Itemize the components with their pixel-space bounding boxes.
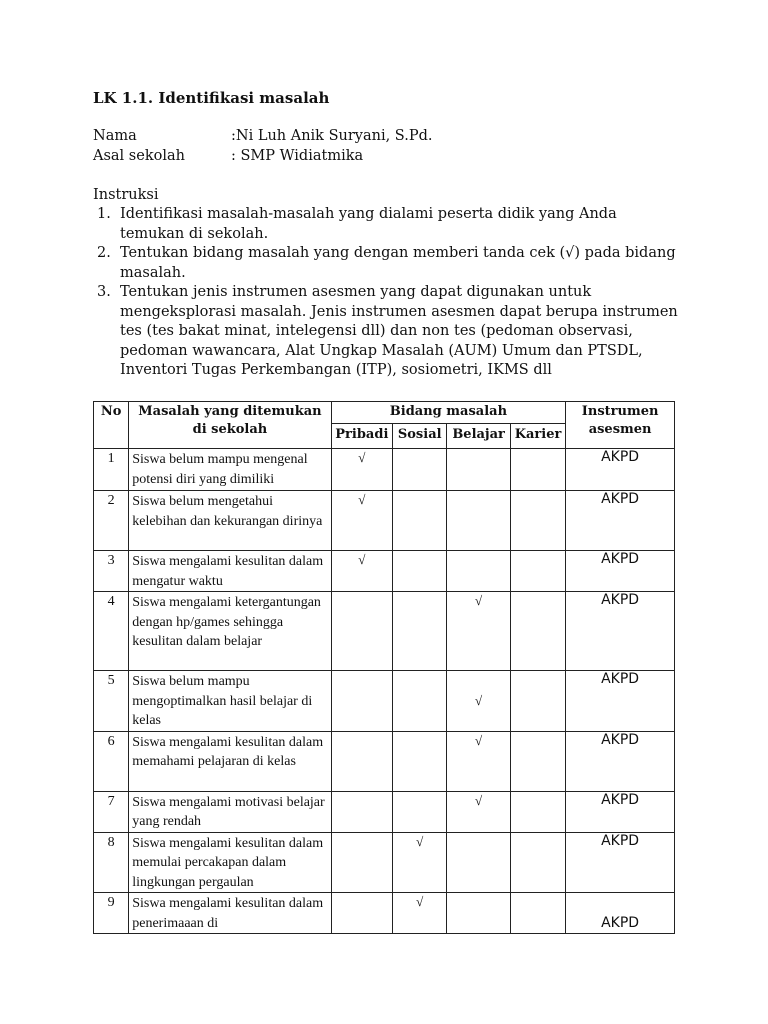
table-row: [94, 592, 675, 671]
header-karier: Karier: [510, 424, 565, 449]
instruksi-text: Tentukan bidang masalah yang dengan memberi tanda cek (√) pada bidang masalah.: [120, 245, 676, 281]
cell-sosial: [393, 449, 447, 491]
cell-masalah: Siswa mengalami kesulitan dalam memulai percakapan dalam lingkungan pergaulan: [129, 832, 331, 893]
cell-pribadi: √: [331, 449, 392, 491]
cell-sosial: [393, 671, 447, 732]
nama-row: [93, 126, 683, 146]
cell-sosial: [393, 491, 447, 551]
table-row: [94, 791, 675, 832]
header-pribadi: Pribadi: [331, 424, 392, 449]
header-no: No: [94, 402, 129, 449]
table-row: [94, 671, 675, 732]
instruksi-number: 1.: [97, 206, 111, 222]
cell-belajar: [447, 893, 510, 934]
table-row: [94, 832, 675, 893]
cell-masalah: Siswa mengalami ketergantungan dengan hp/games sehingga kesulitan dalam belajar: [129, 592, 331, 671]
cell-instrumen: AKPD: [566, 449, 675, 491]
cell-pribadi: [331, 592, 392, 671]
nama-value: :Ni Luh Anik Suryani, S.Pd.: [231, 128, 433, 144]
instruksi-number: 2.: [97, 245, 111, 261]
instruksi-text: Tentukan jenis instrumen asesmen yang dapat digunakan untuk mengeksplorasi masalah. Jenis instrumen asesmen dapat berupa instrumen tes (tes bakat minat, intelegensi dll) dan non tes (pedoman observasi, pedoman wawancara, Alat Ungkap Masalah (AUM) Umum dan PTSDL, Inventori Tugas Perkembangan (ITP), sosiometri, IKMS dll: [120, 284, 678, 378]
header-bidang-masalah: Bidang masalah: [331, 402, 566, 424]
cell-karier: [510, 551, 565, 592]
table-row: [94, 731, 675, 791]
instruksi-text: Identifikasi masalah-masalah yang dialami peserta didik yang Anda temukan di sekolah.: [120, 206, 617, 242]
cell-pribadi: [331, 893, 392, 934]
instruksi-list: [93, 205, 683, 381]
instruksi-number: 3.: [97, 284, 111, 300]
cell-instrumen: AKPD: [566, 551, 675, 592]
instruksi-item: [93, 244, 683, 283]
page-title: LK 1.1. Identifikasi masalah: [93, 89, 330, 107]
cell-masalah: Siswa belum mampu mengoptimalkan hasil belajar di kelas: [129, 671, 331, 732]
cell-karier: [510, 449, 565, 491]
cell-karier: [510, 791, 565, 832]
table-row: [94, 449, 675, 491]
sekolah-row: [93, 146, 683, 166]
table-row: [94, 491, 675, 551]
cell-pribadi: [331, 832, 392, 893]
cell-pribadi: √: [331, 551, 392, 592]
cell-belajar: [447, 832, 510, 893]
instruksi-heading: Instruksi: [93, 187, 159, 203]
cell-belajar: [447, 551, 510, 592]
cell-belajar: √: [447, 791, 510, 832]
cell-no: 9: [94, 893, 129, 934]
sekolah-value: : SMP Widiatmika: [231, 148, 364, 164]
cell-instrumen: AKPD: [566, 731, 675, 791]
cell-no: 6: [94, 731, 129, 791]
cell-sosial: [393, 551, 447, 592]
cell-instrumen: AKPD: [566, 671, 675, 732]
table-row: [94, 893, 675, 934]
identity-section: [93, 126, 683, 166]
header-instrumen: Instrumen asesmen: [566, 402, 675, 449]
cell-instrumen: AKPD: [566, 491, 675, 551]
cell-masalah: Siswa belum mampu mengenal potensi diri yang dimiliki: [129, 449, 331, 491]
cell-no: 5: [94, 671, 129, 732]
cell-no: 7: [94, 791, 129, 832]
cell-belajar: [447, 449, 510, 491]
cell-karier: [510, 671, 565, 732]
cell-pribadi: [331, 731, 392, 791]
cell-no: 2: [94, 491, 129, 551]
sekolah-label: Asal sekolah: [93, 148, 185, 164]
cell-karier: [510, 491, 565, 551]
cell-belajar: √: [447, 592, 510, 671]
header-sosial: Sosial: [393, 424, 447, 449]
cell-karier: [510, 592, 565, 671]
header-masalah: Masalah yang ditemukan di sekolah: [129, 402, 331, 449]
cell-instrumen: AKPD: [566, 893, 675, 934]
cell-masalah: Siswa mengalami kesulitan dalam memahami pelajaran di kelas: [129, 731, 331, 791]
cell-no: 4: [94, 592, 129, 671]
cell-no: 1: [94, 449, 129, 491]
document-page: [93, 88, 683, 381]
header-belajar: Belajar: [447, 424, 510, 449]
cell-pribadi: [331, 791, 392, 832]
cell-sosial: √: [393, 832, 447, 893]
cell-belajar: [447, 491, 510, 551]
instruksi-item: [93, 205, 683, 244]
cell-instrumen: AKPD: [566, 832, 675, 893]
cell-belajar: √: [447, 671, 510, 732]
cell-instrumen: AKPD: [566, 791, 675, 832]
cell-pribadi: [331, 671, 392, 732]
cell-masalah: Siswa mengalami kesulitan dalam mengatur waktu: [129, 551, 331, 592]
cell-karier: [510, 832, 565, 893]
cell-instrumen: AKPD: [566, 592, 675, 671]
cell-pribadi: √: [331, 491, 392, 551]
table-row: [94, 551, 675, 592]
cell-no: 8: [94, 832, 129, 893]
cell-sosial: [393, 791, 447, 832]
cell-sosial: √: [393, 893, 447, 934]
cell-masalah: Siswa mengalami kesulitan dalam penerimaaan di: [129, 893, 331, 934]
cell-sosial: [393, 592, 447, 671]
cell-karier: [510, 731, 565, 791]
instruksi-item: [93, 283, 683, 381]
cell-no: 3: [94, 551, 129, 592]
nama-label: Nama: [93, 128, 137, 144]
cell-masalah: Siswa belum mengetahui kelebihan dan kekurangan dirinya: [129, 491, 331, 551]
cell-sosial: [393, 731, 447, 791]
cell-karier: [510, 893, 565, 934]
cell-belajar: √: [447, 731, 510, 791]
cell-masalah: Siswa mengalami motivasi belajar yang rendah: [129, 791, 331, 832]
problem-table: [93, 401, 675, 934]
